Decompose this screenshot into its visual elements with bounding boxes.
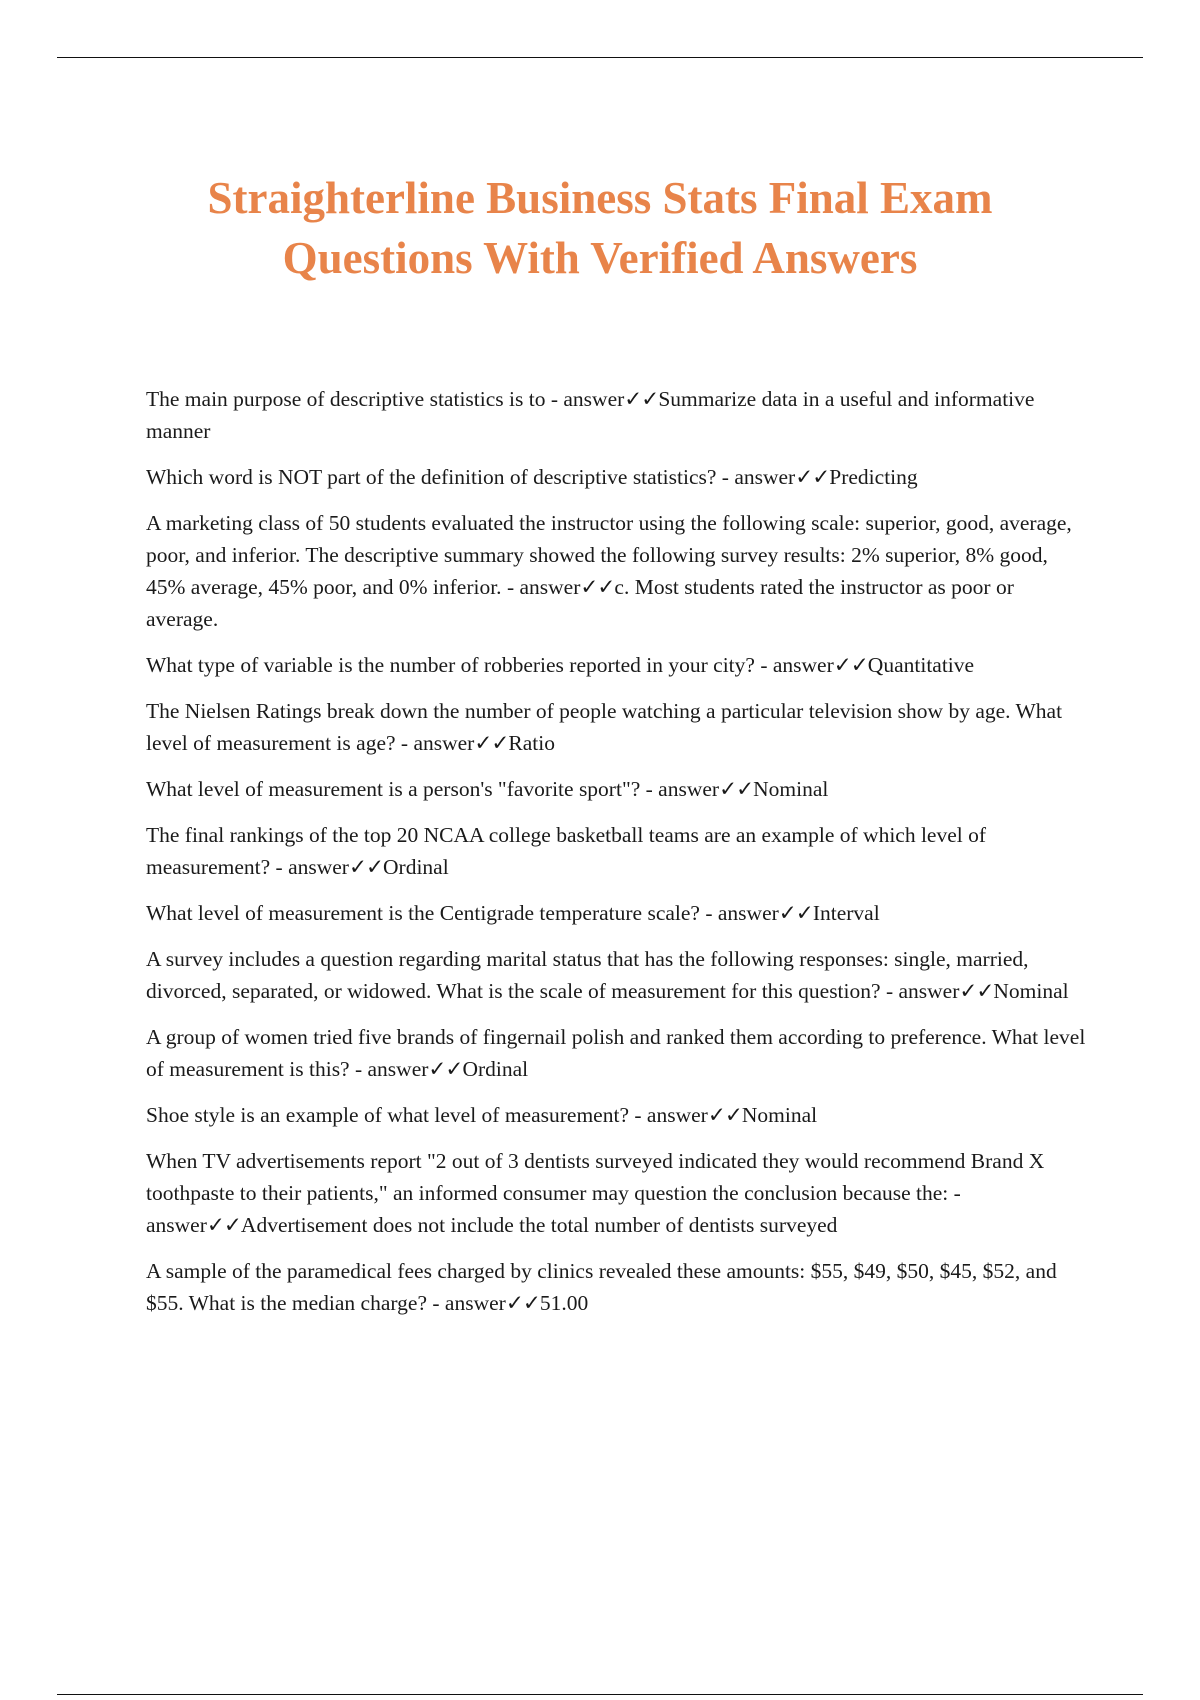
answer-marker: - answer [270,855,349,879]
answer-marker: - answer [501,575,581,599]
qa-item [146,897,1086,929]
check-icon: ✓✓ [474,731,509,755]
qa-item [146,507,1086,635]
title-line-1: Straighterline Business Stats Final Exam [207,173,993,223]
question-text: The main purpose of descriptive statistics is to [146,387,546,411]
answer-text: Ordinal [383,855,449,879]
qa-item [146,649,1086,681]
answer-marker: - answer [545,387,625,411]
check-icon: ✓✓ [719,777,754,801]
answer-text: Interval [812,901,880,925]
page-title [120,168,1080,288]
qa-item [146,461,1086,493]
question-text: A group of women tried five brands of fingernail polish and ranked them according to preference. What level of measurement is this? [146,1025,1086,1081]
qa-item [146,943,1086,1007]
question-text: The final rankings of the top 20 NCAA college basketball teams are an example of which level of measurement? [146,823,987,879]
question-text: Which word is NOT part of the definition of descriptive statistics? [146,465,717,489]
answer-text: Nominal [741,1103,818,1127]
qa-item [146,1099,1086,1131]
answer-text: Summarize data in a useful and informative manner [146,387,1035,443]
check-icon: ✓✓ [833,653,868,677]
answer-text: Ordinal [462,1057,529,1081]
question-text: Shoe style is an example of what level of measurement? [146,1103,629,1127]
answer-marker: - answer [427,1291,506,1315]
qa-item [146,695,1086,759]
title-line-2: Questions With Verified Answers [282,233,918,283]
check-icon: ✓✓ [624,387,659,411]
answer-marker: - answer [880,979,960,1003]
answer-marker: - answer [754,653,834,677]
answer-text: c. Most students rated the instructor as poor or average. [146,575,1014,631]
question-text: What type of variable is the number of robberies reported in your city? [146,653,755,677]
answer-text: Advertisement does not include the total number of dentists surveyed [240,1213,838,1237]
check-icon: ✓✓ [505,1291,540,1315]
check-icon: ✓✓ [428,1057,463,1081]
check-icon: ✓✓ [778,901,813,925]
answer-marker: - answer [629,1103,708,1127]
check-icon: ✓✓ [348,855,384,879]
qa-item [146,1021,1086,1085]
check-icon: ✓✓ [707,1103,742,1127]
question-text: What level of measurement is the Centigrade temperature scale? [146,901,700,925]
qa-item [146,819,1086,883]
answer-text: Ratio [508,731,555,755]
answer-text: 51.00 [539,1291,589,1315]
top-rule [57,57,1143,58]
check-icon: ✓✓ [795,465,830,489]
answer-marker: - answer [640,777,720,801]
answer-marker: - answer [699,901,779,925]
answer-marker: - answer [395,731,475,755]
bottom-rule [57,1694,1143,1695]
qa-list [146,383,1086,1333]
question-text: A marketing class of 50 students evaluated the instructor using the following scale: superior, good, average, poor, and inferior. The descriptive summary showed the following survey results: 2% superior, 8% good, 45% average, 45% poor, and 0% inferior. [146,511,1072,599]
check-icon: ✓✓ [580,575,615,599]
qa-item [146,773,1086,805]
answer-text: Predicting [829,465,918,489]
qa-item [146,1145,1086,1241]
qa-item [146,1255,1086,1319]
question-text: When TV advertisements report "2 out of 3 dentists surveyed indicated they would recommend Brand X toothpaste to their patients," an informed consumer may question the conclusion because the: [146,1149,1045,1205]
check-icon: ✓✓ [206,1213,241,1237]
answer-text: Nominal [753,777,829,801]
answer-marker: - answer [349,1057,429,1081]
answer-marker: - answer [716,465,796,489]
answer-text: Nominal [993,979,1069,1003]
question-text: What level of measurement is a person's "favorite sport"? [146,777,641,801]
answer-marker: - answer [146,1181,961,1237]
check-icon: ✓✓ [959,979,994,1003]
question-text: The Nielsen Ratings break down the number of people watching a particular television show by age. What level of measurement is age? [146,699,1063,755]
question-text: A sample of the paramedical fees charged by clinics revealed these amounts: $55, $49, $50, $45, $52, and $55. What is the median charge? [146,1259,1057,1315]
qa-item [146,383,1086,447]
question-text: A survey includes a question regarding marital status that has the following responses: single, married, divorced, separated, or widowed. What is the scale of measurement for this question? [146,947,1029,1003]
answer-text: Quantitative [867,653,975,677]
